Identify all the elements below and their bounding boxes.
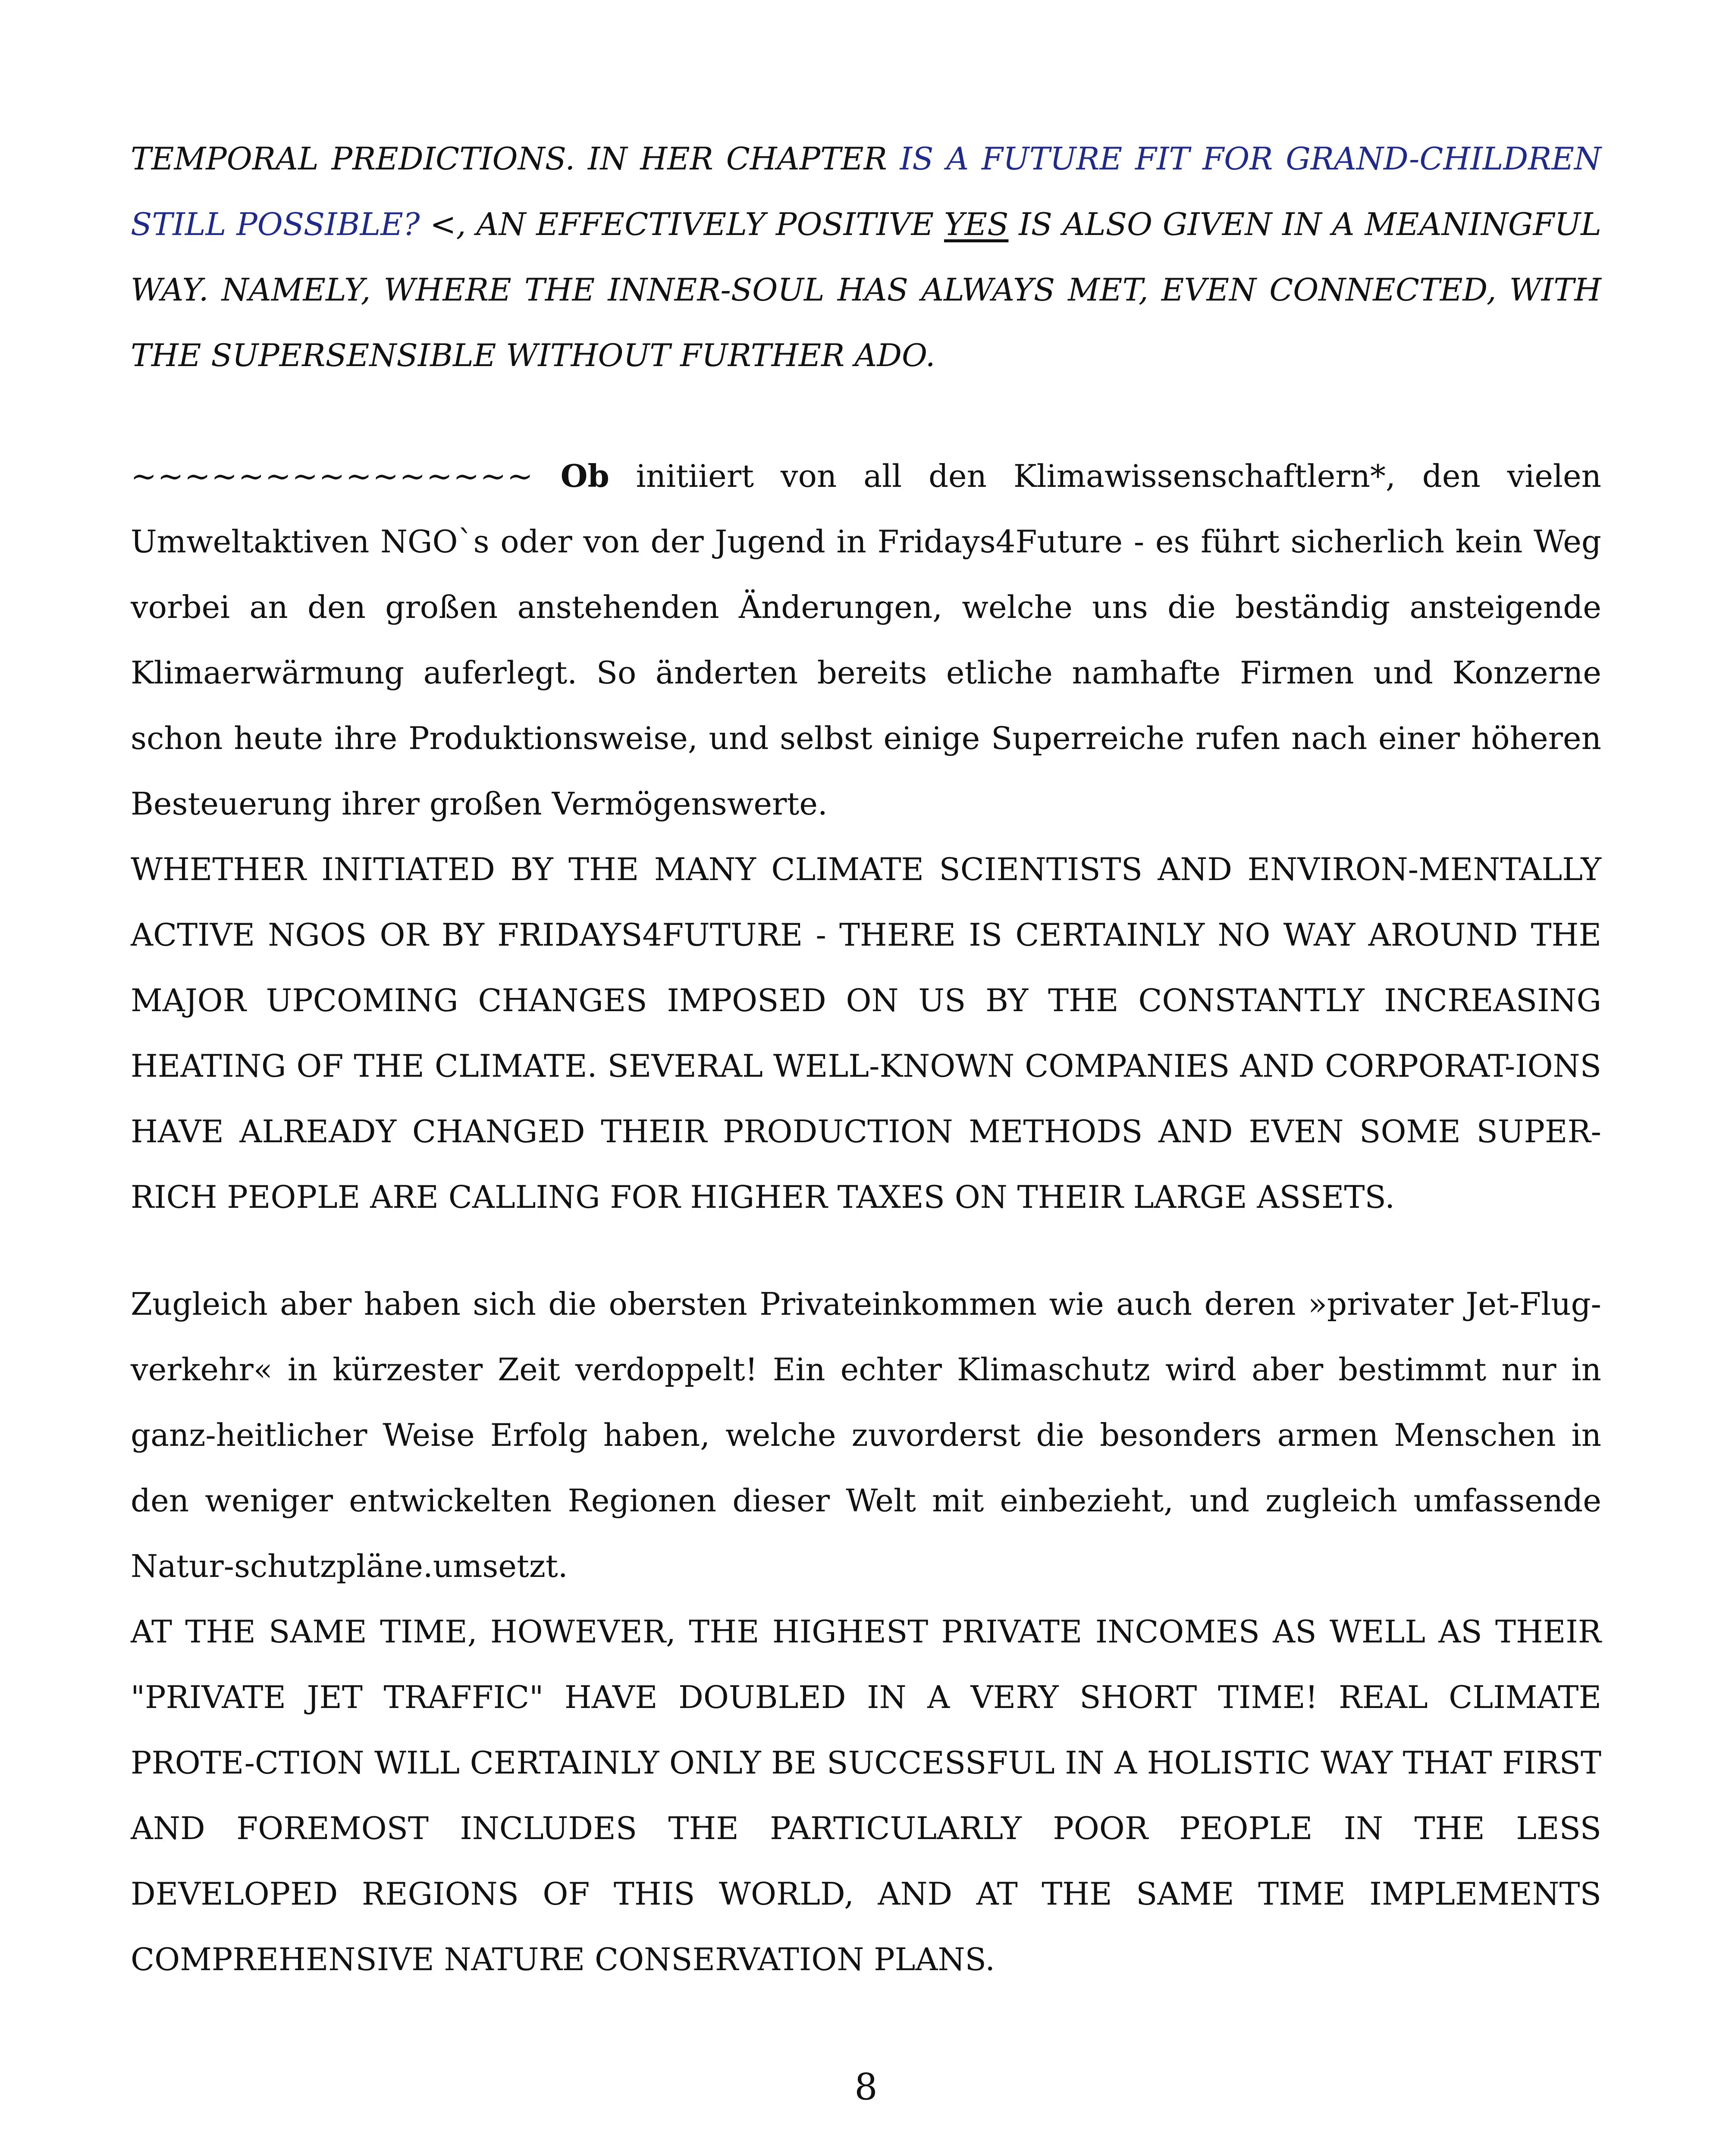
chapter-title-link[interactable]: IS A FUTURE FIT FOR GRAND-CHILDREN STILL POSSIBLE? <box>131 141 1601 242</box>
german-paragraph-1-text: initiiert von all den Klimawissenschaftlern*, den vielen Umweltaktiven NGO`s oder von der Jugend in Fridays4Future - es führt sicherlich kein Weg vorbei an den großen anstehenden Änderungen, welche uns die beständig ansteigende Klimaerwärmung auferlegt. So änderten bereits etliche namhafte Firmen und Konzerne schon heute ihre Produktionsweise, und selbst einige Superreiche rufen nach einer höheren Besteuerung ihrer großen Vermögenswerte. <box>131 458 1601 822</box>
tilde-separator: ~~~~~~~~~~~~~~~ <box>131 458 534 494</box>
intro-text-start: TEMPORAL PREDICTIONS. IN HER CHAPTER <box>131 141 900 177</box>
german-paragraph-1 <box>131 443 1601 837</box>
lead-word: Ob <box>560 458 609 494</box>
intro-text-end: IS ALSO GIVEN IN A MEANINGFUL WAY. NAMELY, WHERE THE INNER-SOUL HAS ALWAYS MET, EVEN CONNECTED, WITH THE SUPERSENSIBLE WITHOUT FURTHER ADO. <box>131 206 1601 373</box>
german-paragraph-2-text: Zugleich aber haben sich die obersten Privateinkommen wie auch deren »privater Jet-Flug-verkehr« in kürzester Zeit verdoppelt! Ein echter Klimaschutz wird aber bestimmt nur in ganz-heitlicher Weise Erfolg haben, welche zuvorderst die besonders armen Menschen in den weniger entwickelten Regionen dieser Welt mit einbezieht, und zugleich umfassende Natur-schutzpläne.umsetzt. <box>131 1286 1601 1584</box>
english-paragraph-1 <box>131 837 1601 1230</box>
intro-paragraph <box>131 126 1601 388</box>
english-paragraph-2 <box>131 1599 1601 1992</box>
page-number: 8 <box>854 2066 878 2108</box>
english-paragraph-1-text: WHETHER INITIATED BY THE MANY CLIMATE SCIENTISTS AND ENVIRON-MENTALLY ACTIVE NGOS OR BY FRIDAYS4FUTURE - THERE IS CERTAINLY NO WAY AROUND THE MAJOR UPCOMING CHANGES IMPOSED ON US BY THE CONSTANTLY INCREASING HEATING OF THE CLIMATE. SEVERAL WELL-KNOWN COMPANIES AND CORPORAT-IONS HAVE ALREADY CHANGED THEIR PRODUCTION METHODS AND EVEN SOME SUPER-RICH PEOPLE ARE CALLING FOR HIGHER TAXES ON THEIR LARGE ASSETS. <box>131 851 1601 1215</box>
yes-underlined-word: YES <box>944 206 1009 242</box>
german-paragraph-2 <box>131 1271 1601 1599</box>
english-paragraph-2-text: AT THE SAME TIME, HOWEVER, THE HIGHEST PRIVATE INCOMES AS WELL AS THEIR "PRIVATE JET TRAFFIC" HAVE DOUBLED IN A VERY SHORT TIME! REAL CLIMATE PROTE-CTION WILL CERTAINLY ONLY BE SUCCESSFUL IN A HOLISTIC WAY THAT FIRST AND FOREMOST INCLUDES THE PARTICULARLY POOR PEOPLE IN THE LESS DEVELOPED REGIONS OF THIS WORLD, AND AT THE SAME TIME IMPLEMENTS COMPREHENSIVE NATURE CONSERVATION PLANS. <box>131 1614 1601 1977</box>
intro-text-middle: <, AN EFFECTIVELY POSITIVE <box>420 206 944 242</box>
